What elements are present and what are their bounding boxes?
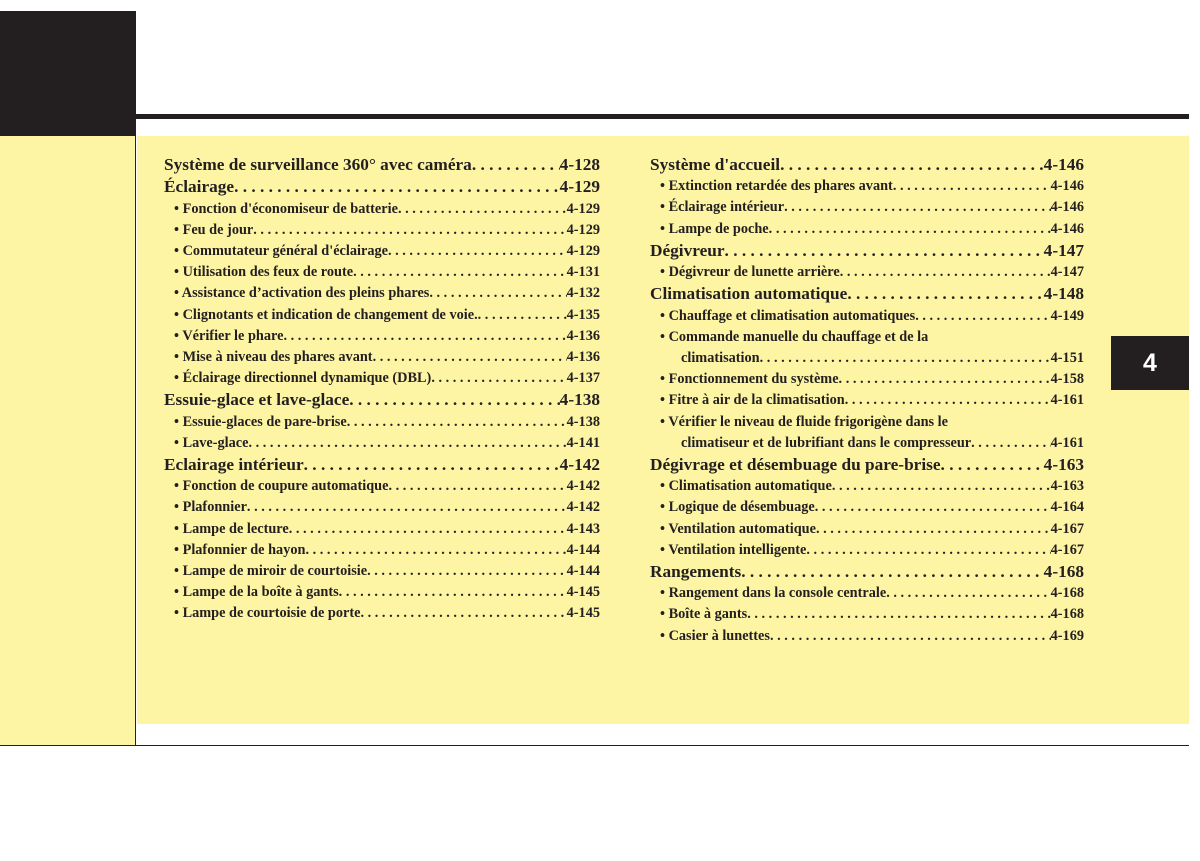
toc-subentry[interactable]: [164, 305, 600, 326]
toc-section-entry[interactable]: [164, 454, 600, 476]
toc-subentry[interactable]: [650, 433, 1084, 454]
toc-page-number: 4-141: [566, 434, 600, 451]
toc-subentry[interactable]: [650, 306, 1084, 327]
toc-entry-title: Éclairage: [164, 177, 235, 197]
toc-page-number: 4-136: [566, 348, 600, 365]
toc-entry-title: • Logique de désembuage: [660, 499, 815, 516]
toc-entry-title: • Vérifier le niveau de fluide frigorigène dans le: [660, 413, 948, 430]
toc-subentry[interactable]: [650, 176, 1084, 197]
toc-subentry[interactable]: [164, 241, 600, 262]
toc-page-number: 4-138: [566, 413, 600, 430]
dot-leader: [373, 347, 567, 368]
toc-entry-title: • Clignotants et indication de changement de voie.: [174, 306, 478, 323]
toc-subentry[interactable]: [164, 262, 600, 283]
dot-leader: [816, 519, 1051, 540]
toc-entry-title: climatisation: [681, 350, 760, 367]
toc-page-number: 4-142: [559, 454, 600, 474]
toc-entry-title: • Casier à lunettes: [660, 627, 770, 644]
toc-subentry[interactable]: [650, 369, 1084, 390]
toc-page-number: 4-164: [1050, 499, 1084, 516]
toc-page-number: 4-138: [559, 390, 600, 410]
toc-page-number: 4-168: [1050, 606, 1084, 623]
toc-section-entry[interactable]: [164, 389, 600, 411]
toc-subentry[interactable]: [650, 327, 1084, 348]
toc-subentry[interactable]: [650, 348, 1084, 369]
toc-page-number: 4-149: [1050, 307, 1084, 324]
dot-leader: [725, 240, 1044, 262]
toc-page-number: 4-167: [1050, 541, 1084, 558]
toc-entry-title: • Fitre à air de la climatisation: [660, 392, 845, 409]
dot-leader: [305, 540, 566, 561]
toc-subentry[interactable]: [650, 197, 1084, 218]
toc-entry-title: • Boîte à gants: [660, 606, 748, 623]
toc-page-number: 4-137: [566, 370, 600, 387]
dot-leader: [815, 497, 1051, 518]
dot-leader: [806, 540, 1050, 561]
toc-subentry[interactable]: [164, 603, 600, 624]
toc-subentry[interactable]: [650, 583, 1084, 604]
toc-subentry[interactable]: [650, 540, 1084, 561]
toc-entry-title: • Commande manuelle du chauffage et de la: [660, 328, 929, 345]
toc-entry-title: Essuie-glace et lave-glace: [164, 390, 350, 410]
toc-subentry[interactable]: [164, 368, 600, 389]
dot-leader: [472, 154, 560, 176]
toc-entry-title: Climatisation automatique: [650, 284, 848, 304]
toc-section-entry[interactable]: [164, 154, 600, 176]
dot-leader: [367, 561, 567, 582]
dot-leader: [234, 176, 560, 198]
toc-page-number: 4-158: [1050, 371, 1084, 388]
toc-entry-title: • Climatisation automatique: [660, 478, 832, 495]
toc-entry-title: • Vérifier le phare: [174, 327, 284, 344]
toc-entry-title: • Plafonnier de hayon: [174, 541, 306, 558]
dot-leader: [971, 433, 1050, 454]
dot-leader: [847, 283, 1043, 305]
toc-entry-title: • Lampe de poche: [660, 220, 769, 237]
toc-entry-title: Rangements: [650, 562, 742, 581]
toc-page-number: 4-145: [566, 605, 600, 622]
toc-page-number: 4-161: [1050, 434, 1084, 451]
toc-page-number: 4-129: [566, 200, 600, 217]
toc-subentry[interactable]: [164, 199, 600, 220]
toc-page-number: 4-167: [1050, 520, 1084, 537]
toc-page-number: 4-131: [566, 264, 600, 281]
toc-page-number: 4-161: [1050, 392, 1084, 409]
toc-entry-title: climatiseur et de lubrifiant dans le compresseur: [681, 434, 972, 451]
toc-subentry[interactable]: [164, 412, 600, 433]
toc-entry-title: Système de surveillance 360° avec caméra: [164, 155, 472, 174]
dot-leader: [832, 476, 1051, 497]
toc-subentry[interactable]: [164, 540, 600, 561]
toc-entry-title: • Éclairage intérieur: [660, 199, 785, 216]
dot-leader: [429, 283, 566, 304]
toc-entry-title: • Assistance d’activation des pleins phares: [174, 285, 430, 302]
toc-subentry[interactable]: [650, 219, 1084, 240]
toc-entry-title: • Utilisation des feux de route: [174, 264, 354, 281]
toc-entry-title: • Essuie-glaces de pare-brise: [174, 413, 347, 430]
toc-entry-title: • Feu de jour: [174, 221, 254, 238]
toc-subentry[interactable]: [650, 476, 1084, 497]
toc-page-number: 4-142: [566, 478, 600, 495]
dot-leader: [388, 476, 566, 497]
dot-leader: [784, 197, 1051, 218]
toc-page-number: 4-132: [566, 285, 600, 302]
toc-entry-title: • Plafonnier: [174, 499, 247, 516]
toc-entry-title: Eclairage intérieur: [164, 454, 304, 474]
header-rule: [136, 114, 1189, 119]
toc-subentry[interactable]: [164, 433, 600, 454]
dot-leader: [304, 454, 560, 476]
dot-leader: [840, 262, 1051, 283]
margin-panel: [0, 136, 136, 746]
dot-leader: [747, 604, 1050, 625]
margin-divider: [135, 136, 136, 746]
toc-page-number: 4-147: [1050, 264, 1084, 281]
toc-entry-title: • Lampe de la boîte à gants: [174, 584, 339, 601]
footer-rule: [0, 745, 1189, 746]
toc-page-number: 4-147: [1043, 240, 1084, 260]
dot-leader: [741, 561, 1043, 583]
toc-page-number: 4-145: [566, 584, 600, 601]
toc-page-number: 4-169: [1050, 627, 1084, 644]
toc-subentry[interactable]: [164, 497, 600, 518]
dot-leader: [893, 176, 1051, 197]
dot-leader: [289, 519, 567, 540]
dot-leader: [770, 626, 1051, 647]
toc-page-number: 4-168: [1050, 585, 1084, 602]
dot-leader: [845, 390, 1051, 411]
toc-section-entry[interactable]: [650, 454, 1084, 476]
dot-leader: [360, 603, 566, 624]
toc-entry-title: • Commutateur général d'éclairage: [174, 242, 388, 259]
toc-page-number: 4-148: [1043, 284, 1084, 304]
toc-entry-title: Système d'accueil: [650, 155, 781, 174]
toc-subentry[interactable]: [650, 390, 1084, 411]
toc-section-entry[interactable]: [650, 561, 1084, 583]
toc-entry-title: • Chauffage et climatisation automatiques: [660, 307, 916, 324]
toc-entry-title: • Dégivreur de lunette arrière: [660, 264, 840, 281]
toc-subentry[interactable]: [650, 262, 1084, 283]
toc-subentry[interactable]: [164, 347, 600, 368]
toc-subentry[interactable]: [164, 476, 600, 497]
toc-subentry[interactable]: [650, 519, 1084, 540]
toc-subentry[interactable]: [164, 220, 600, 241]
toc-entry-title: • Lave-glace: [174, 434, 249, 451]
toc-entry-title: • Lampe de miroir de courtoisie: [174, 563, 368, 579]
toc-entry-title: • Rangement dans la console centrale: [660, 585, 887, 602]
dot-leader: [339, 582, 567, 603]
toc-entry-title: Dégivreur: [650, 240, 725, 260]
toc-page-number: 4-135: [566, 306, 600, 323]
toc-entry-title: • Lampe de lecture: [174, 520, 289, 537]
toc-column-right: [650, 154, 1084, 647]
dot-leader: [253, 220, 566, 241]
toc-page-number: 4-163: [1050, 478, 1084, 495]
toc-page-number: 4-142: [566, 499, 600, 516]
toc-subentry[interactable]: [650, 604, 1084, 625]
toc-section-entry[interactable]: [650, 240, 1084, 262]
toc-subentry[interactable]: [164, 561, 600, 582]
toc-entry-title: • Lampe de courtoisie de porte: [174, 605, 361, 622]
toc-page-number: 4-136: [566, 327, 600, 344]
toc-entry-title: • Fonction de coupure automatique: [174, 478, 389, 495]
toc-entry-title: • Ventilation intelligente: [660, 541, 807, 558]
chapter-header-block: [0, 11, 136, 136]
toc-subentry[interactable]: [650, 497, 1084, 518]
dot-leader: [431, 368, 566, 389]
toc-entry-title: • Mise à niveau des phares avant: [174, 348, 373, 365]
toc-subentry[interactable]: [650, 412, 1084, 433]
toc-page-number: 4-128: [559, 155, 600, 174]
dot-leader: [886, 583, 1050, 604]
toc-subentry[interactable]: [650, 626, 1084, 647]
dot-leader: [388, 241, 567, 262]
toc-page-number: 4-151: [1050, 350, 1084, 367]
chapter-tab[interactable]: 4: [1111, 336, 1189, 390]
toc-page-number: 4-163: [1043, 454, 1084, 474]
toc-section-entry[interactable]: [650, 154, 1084, 176]
dot-leader: [248, 433, 566, 454]
toc-column-left: [164, 154, 600, 625]
dot-leader: [349, 389, 559, 411]
toc-entry-title: • Extinction retardée des phares avant: [660, 178, 893, 195]
toc-page-number: 4-146: [1043, 155, 1084, 174]
dot-leader: [478, 305, 567, 326]
dot-leader: [941, 454, 1044, 476]
toc-page-number: 4-146: [1050, 178, 1084, 195]
dot-leader: [353, 262, 567, 283]
toc-entry-title: • Fonction d'économiseur de batterie: [174, 200, 398, 217]
toc-page-number: 4-143: [566, 520, 600, 537]
toc-page-number: 4-129: [559, 177, 600, 197]
toc-page-number: 4-144: [566, 563, 600, 579]
dot-leader: [760, 348, 1051, 369]
dot-leader: [398, 199, 567, 220]
toc-page-number: 4-146: [1050, 199, 1084, 216]
dot-leader: [839, 369, 1051, 390]
toc-page-number: 4-129: [566, 242, 600, 259]
toc-page-number: 4-144: [566, 541, 600, 558]
toc-subentry[interactable]: [164, 519, 600, 540]
toc-entry-title: • Éclairage directionnel dynamique (DBL): [174, 370, 432, 387]
toc-page-number: 4-146: [1050, 220, 1084, 237]
dot-leader: [283, 326, 566, 347]
toc-subentry[interactable]: [164, 283, 600, 304]
toc-page-number: 4-129: [566, 221, 600, 238]
toc-section-entry[interactable]: [164, 176, 600, 198]
dot-leader: [769, 219, 1051, 240]
toc-section-entry[interactable]: [650, 283, 1084, 305]
toc-subentry[interactable]: [164, 582, 600, 603]
dot-leader: [780, 154, 1044, 176]
toc-entry-title: • Fonctionnement du système: [660, 371, 839, 388]
toc-page-number: 4-168: [1043, 562, 1084, 581]
toc-entry-title: Dégivrage et désembuage du pare-brise: [650, 454, 941, 474]
toc-entry-title: • Ventilation automatique: [660, 520, 816, 537]
toc-subentry[interactable]: [164, 326, 600, 347]
dot-leader: [247, 497, 567, 518]
dot-leader: [915, 306, 1050, 327]
dot-leader: [347, 412, 567, 433]
